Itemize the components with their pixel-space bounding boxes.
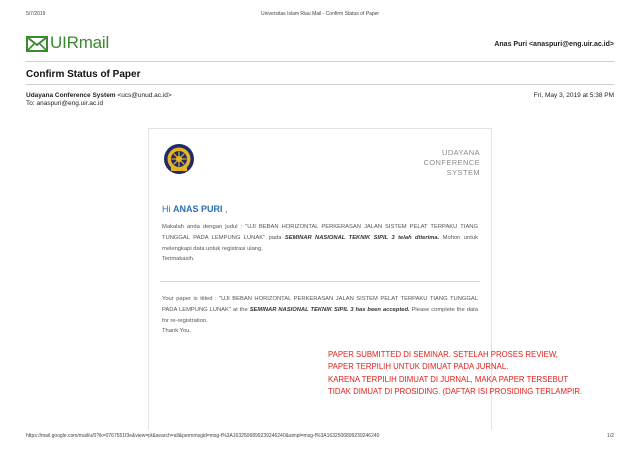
message-date: Fri, May 3, 2019 at 5:38 PM — [533, 92, 614, 99]
brand-logo-prefix: UIR — [50, 33, 79, 52]
id-text-1: Makalah anda dengan judul : "UJI BEBAN HORIZONTAL PERKERASAN JALAN SISTEM PELAT TERPAKU TIANG TUNGGAL PADA LEMPUNG LUNAK" pada — [162, 224, 478, 241]
greeting-name: ANAS PURI — [173, 204, 223, 214]
message-recipient: To: anaspuri@eng.uir.ac.id — [26, 100, 104, 107]
annotation-note — [328, 349, 628, 399]
sender-name: Udayana Conference System — [26, 92, 116, 99]
english-paragraph — [162, 294, 478, 337]
en-signoff: Thank You. — [162, 328, 192, 335]
greeting-prefix: Hi — [162, 204, 173, 214]
annotation-line: KARENA TERPILIH DIMUAT DI JURNAL, MAKA PAPER TERSEBUT — [328, 374, 569, 384]
org-name-line: SYSTEM — [446, 168, 480, 177]
print-url: https://mail.google.com/mail/u/0?ik=0767551f3e&view=pt&search=all&permmsgid=msg-f%3A1632506899239246240&simpl=msg-f%3A1632506899239246240 — [26, 433, 380, 439]
en-text-2: Please complete the data for re-registration. — [162, 306, 478, 324]
organization-name — [398, 148, 480, 178]
university-seal-icon — [163, 143, 195, 175]
language-divider — [160, 281, 480, 282]
org-name-line: UDAYANA — [442, 148, 480, 157]
print-date: 5/7/2019 — [26, 11, 46, 17]
header-divider — [26, 61, 614, 62]
print-title: Universitas Islam Riau Mail - Confirm Status of Paper — [260, 11, 380, 17]
indonesian-paragraph — [162, 222, 478, 265]
org-name-line: CONFERENCE — [423, 158, 480, 167]
id-signoff: Terimakasih. — [162, 256, 195, 263]
account-user[interactable]: Anas Puri <anaspuri@eng.uir.ac.id> — [494, 41, 614, 48]
sender-email: <ucs@unud.ac.id> — [115, 92, 172, 99]
subject-divider — [26, 84, 614, 85]
en-emphasis: SEMINAR NASIONAL TEKNIK SIPIL 3 has been accepted. — [249, 306, 410, 313]
greeting — [162, 204, 228, 214]
id-emphasis: SEMINAR NASIONAL TEKNIK SIPIL 3 telah diterima. — [284, 234, 440, 241]
annotation-line: PAPER SUBMITTED DI SEMINAR. SETELAH PROSES REVIEW, — [328, 350, 558, 359]
message-subject: Confirm Status of Paper — [26, 69, 141, 80]
envelope-logo-icon — [26, 36, 48, 52]
id-text-2: Mohon untuk melengkapi data untuk registrasi ulang. — [162, 234, 478, 252]
annotation-line: PAPER TERPILIH UNTUK DIMUAT PADA JURNAL. — [328, 362, 509, 372]
en-text-1: Your paper is titled : "UJI BEBAN HORIZONTAL PERKERASAN JALAN SISTEM PELAT TERPAKU TIANG TUNGGAL PADA LEMPUNG LUNAK" at the — [162, 296, 478, 313]
greeting-suffix: , — [222, 204, 228, 214]
message-sender — [26, 92, 172, 99]
brand-logo[interactable] — [50, 33, 109, 53]
brand-logo-suffix: mail — [78, 33, 110, 52]
page-number: 1/2 — [607, 433, 614, 439]
annotation-line: TIDAK DIMUAT DI PROSIDING. (DAFTAR ISI PROSIDING TERLAMPIR. — [328, 387, 583, 397]
